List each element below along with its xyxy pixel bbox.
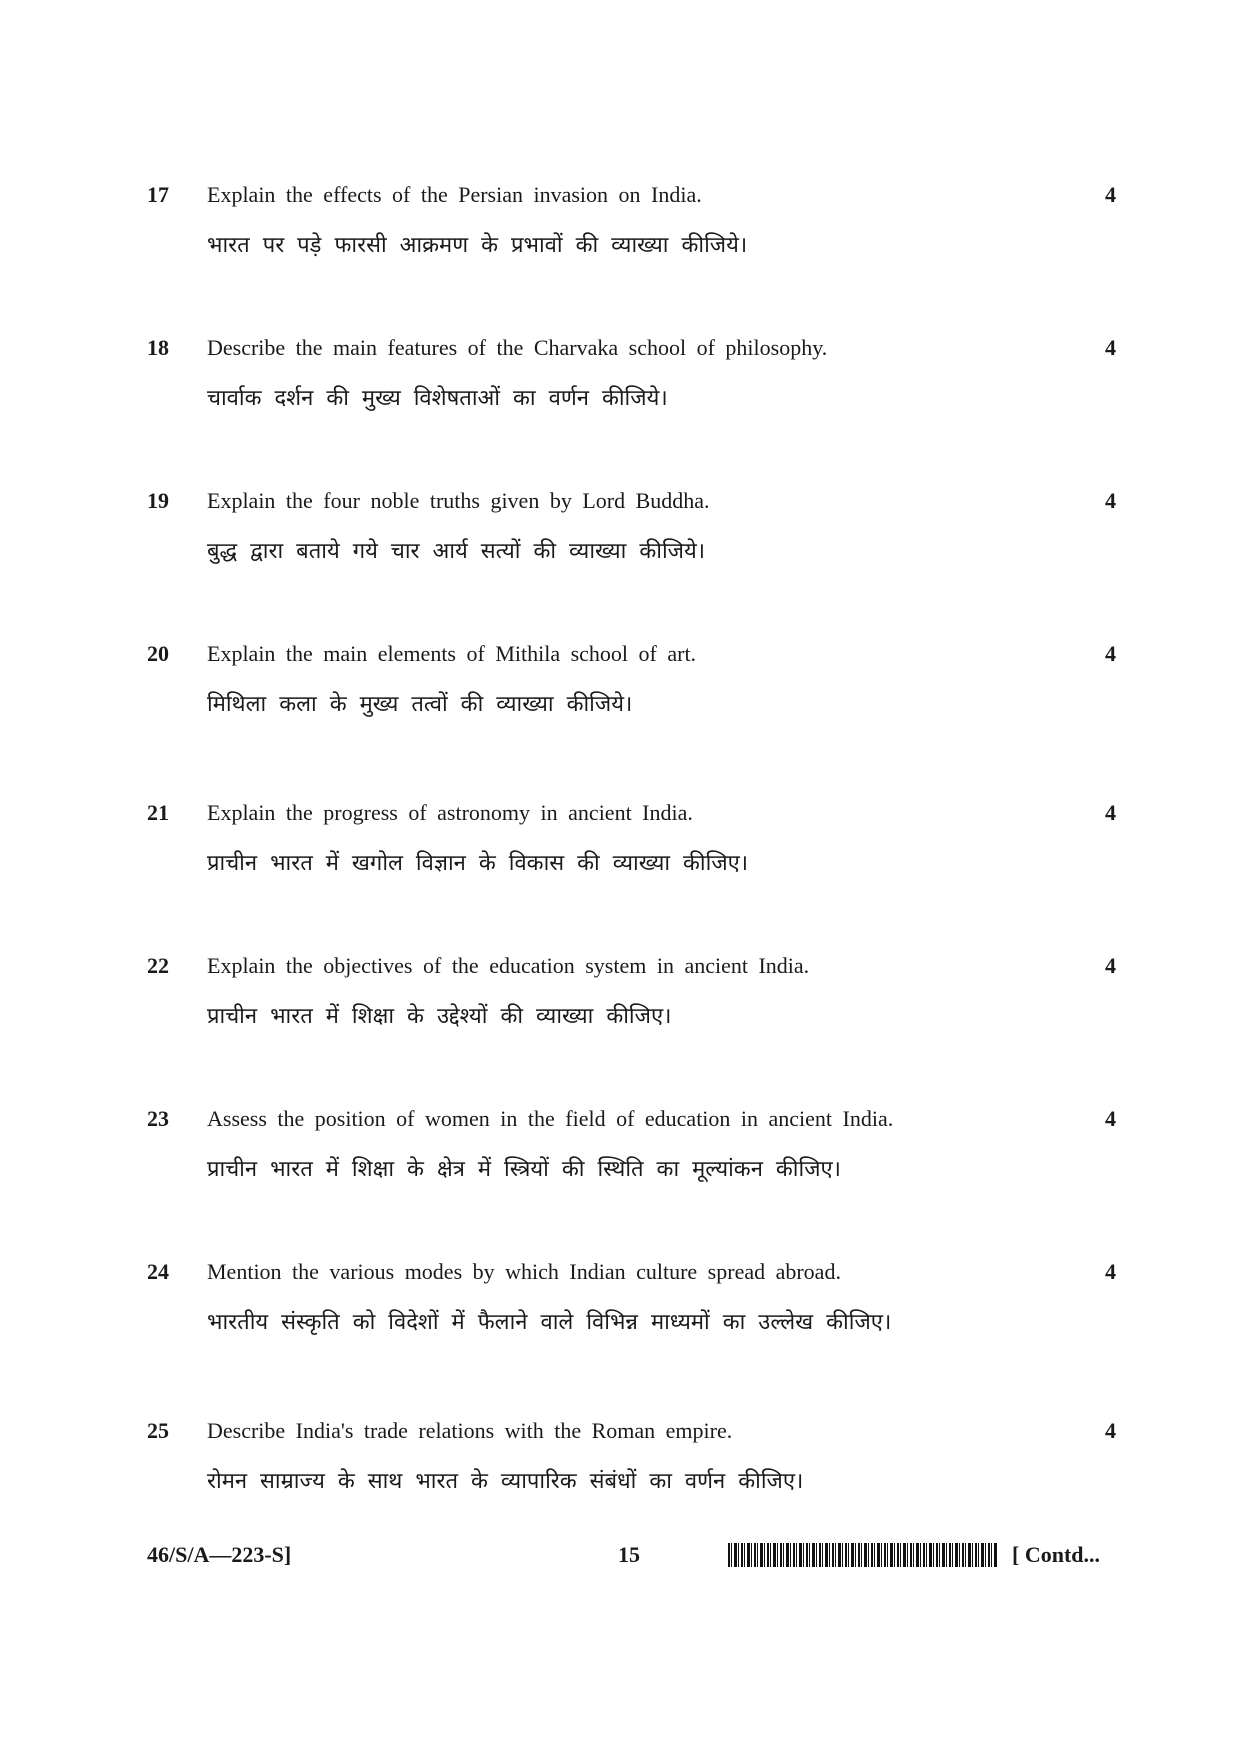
question-text-english: Explain the progress of astronomy in ancient India. xyxy=(207,800,693,825)
question-text-english: Mention the various modes by which Indian culture spread abroad. xyxy=(207,1259,841,1284)
question-marks: 4 xyxy=(1105,488,1116,513)
paper-code: 46/S/A—223-S] xyxy=(147,1542,292,1567)
question-17 xyxy=(0,180,1241,290)
question-number: 24 xyxy=(147,1259,169,1284)
question-text-hindi: मिथिला कला के मुख्य तत्वों की व्याख्या कीजिये। xyxy=(207,692,633,717)
question-marks: 4 xyxy=(1105,1106,1116,1131)
question-22 xyxy=(0,951,1241,1061)
question-23 xyxy=(0,1104,1241,1214)
question-number: 17 xyxy=(147,182,169,207)
question-18 xyxy=(0,333,1241,443)
question-marks: 4 xyxy=(1105,1418,1116,1443)
question-24 xyxy=(0,1257,1241,1367)
question-19 xyxy=(0,486,1241,596)
question-25 xyxy=(0,1416,1241,1526)
question-marks: 4 xyxy=(1105,335,1116,360)
question-text-english: Explain the objectives of the education system in ancient India. xyxy=(207,953,810,978)
question-marks: 4 xyxy=(1105,641,1116,666)
question-text-hindi: प्राचीन भारत में खगोल विज्ञान के विकास की व्याख्या कीजिए। xyxy=(207,851,749,876)
question-marks: 4 xyxy=(1105,953,1116,978)
question-marks: 4 xyxy=(1105,800,1116,825)
question-text-english: Assess the position of women in the field of education in ancient India. xyxy=(207,1106,894,1131)
question-text-english: Describe the main features of the Charvaka school of philosophy. xyxy=(207,335,828,360)
question-number: 22 xyxy=(147,953,169,978)
question-text-hindi: भारत पर पड़े फारसी आक्रमण के प्रभावों की व्याख्या कीजिये। xyxy=(207,233,748,258)
question-number: 25 xyxy=(147,1418,169,1443)
question-21 xyxy=(0,798,1241,908)
page-footer xyxy=(0,1540,1241,1580)
continued-label: [ Contd... xyxy=(1012,1542,1101,1567)
question-text-hindi: रोमन साम्राज्य के साथ भारत के व्यापारिक संबंधों का वर्णन कीजिए। xyxy=(207,1469,804,1494)
question-marks: 4 xyxy=(1105,1259,1116,1284)
question-text-hindi: भारतीय संस्कृति को विदेशों में फैलाने वाले विभिन्न माध्यमों का उल्लेख कीजिए। xyxy=(207,1310,892,1335)
question-text-hindi: प्राचीन भारत में शिक्षा के उद्देश्यों की व्याख्या कीजिए। xyxy=(207,1004,672,1029)
question-text-english: Explain the effects of the Persian invasion on India. xyxy=(207,182,702,207)
question-text-hindi: चार्वाक दर्शन की मुख्य विशेषताओं का वर्णन कीजिये। xyxy=(207,386,668,411)
question-number: 20 xyxy=(147,641,169,666)
question-text-english: Explain the four noble truths given by Lord Buddha. xyxy=(207,488,710,513)
question-text-english: Describe India's trade relations with the Roman empire. xyxy=(207,1418,733,1443)
question-number: 21 xyxy=(147,800,169,825)
question-text-hindi: बुद्ध द्वारा बताये गये चार आर्य सत्यों की व्याख्या कीजिये। xyxy=(207,539,706,564)
page-number: 15 xyxy=(618,1542,640,1567)
question-text-hindi: प्राचीन भारत में शिक्षा के क्षेत्र में स्त्रियों की स्थिति का मूल्यांकन कीजिए। xyxy=(207,1157,842,1182)
question-marks: 4 xyxy=(1105,182,1116,207)
barcode-icon xyxy=(728,1543,998,1567)
question-number: 19 xyxy=(147,488,169,513)
question-number: 18 xyxy=(147,335,169,360)
question-20 xyxy=(0,639,1241,749)
question-text-english: Explain the main elements of Mithila school of art. xyxy=(207,641,697,666)
question-number: 23 xyxy=(147,1106,169,1131)
